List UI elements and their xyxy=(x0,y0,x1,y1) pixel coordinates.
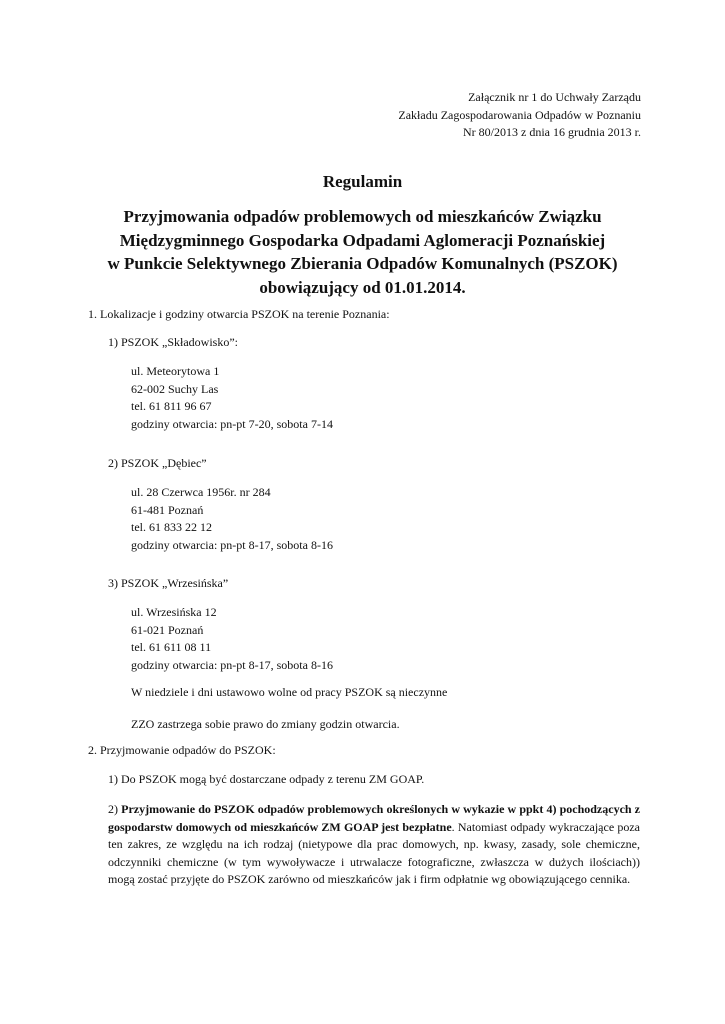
attachment-header xyxy=(398,89,641,142)
location-3-address xyxy=(131,604,333,674)
location-1-phone: tel. 61 811 96 67 xyxy=(131,399,212,413)
section-1-heading: 1. Lokalizacje i godziny otwarcia PSZOK na terenie Poznania: xyxy=(88,307,390,321)
location-3-hours: godziny otwarcia: pn-pt 8-17, sobota 8-16 xyxy=(131,657,333,672)
location-2-hours: godziny otwarcia: pn-pt 8-17, sobota 8-16 xyxy=(131,537,333,552)
header-line-2: Zakładu Zagospodarowania Odpadów w Poznaniu xyxy=(398,107,641,122)
location-1-city: 62-002 Suchy Las xyxy=(131,381,219,396)
note-hours-change: ZZO zastrzega sobie prawo do zmiany godzin otwarcia. xyxy=(131,717,400,731)
item-2-text: . Natomiast odpady wykraczające poza ten zakres, ze względu na ich rodzaj (nietypowe dla prac domowych, np. kwasy, zasady, sole chemiczne, odczynniki chemiczne (w tym wywoływacze i utrwalacze fotograficzne, zwłaszcza w dużych ilościach)) mogą zostać przyjęte do PSZOK zarówno od mieszkańców jak i firm odpłatnie wg obowiązującego cennika. xyxy=(108,819,640,887)
location-2-street: ul. 28 Czerwca 1956r. nr 284 xyxy=(131,485,271,499)
location-3-heading: 3) PSZOK „Wrzesińska” xyxy=(108,576,229,590)
section-2-item-1: 1) Do PSZOK mogą być dostarczane odpady z terenu ZM GOAP. xyxy=(108,772,425,786)
section-2-heading: 2. Przyjmowanie odpadów do PSZOK: xyxy=(88,743,276,757)
location-3-street: ul. Wrzesińska 12 xyxy=(131,605,217,619)
location-2-phone: tel. 61 833 22 12 xyxy=(131,520,212,534)
document-subtitle xyxy=(0,205,725,299)
subtitle-line-1: Przyjmowania odpadów problemowych od mieszkańców Związku xyxy=(123,207,602,226)
location-3-phone: tel. 61 611 08 11 xyxy=(131,640,212,654)
section-2-item-2 xyxy=(108,801,640,889)
subtitle-line-4: obowiązujący od 01.01.2014. xyxy=(259,277,466,297)
location-2-address xyxy=(131,484,333,554)
location-2-city: 61-481 Poznań xyxy=(131,502,204,517)
location-1-street: ul. Meteorytowa 1 xyxy=(131,364,220,378)
location-3-city: 61-021 Poznań xyxy=(131,622,204,637)
document-title: Regulamin xyxy=(322,172,403,191)
header-line-3: Nr 80/2013 z dnia 16 grudnia 2013 r. xyxy=(463,125,641,139)
location-1-address xyxy=(131,363,333,433)
item-2-number: 2) xyxy=(108,802,118,816)
subtitle-line-2: Międzygminnego Gospodarka Odpadami Aglomeracji Poznańskiej xyxy=(119,230,606,250)
subtitle-line-3: w Punkcie Selektywnego Zbierania Odpadów Komunalnych (PSZOK) xyxy=(107,254,618,273)
location-2-heading: 2) PSZOK „Dębiec” xyxy=(108,456,207,470)
item-2-bold-text: Przyjmowanie do PSZOK odpadów problemowych określonych w wykazie w ppkt 4) pochodzących z gospodarstw domowych od mieszkańców ZM GOAP jest bezpłatne xyxy=(108,802,640,834)
header-line-1: Załącznik nr 1 do Uchwały Zarządu xyxy=(468,90,641,104)
note-closed-days: W niedziele i dni ustawowo wolne od pracy PSZOK są nieczynne xyxy=(131,685,448,699)
location-1-hours: godziny otwarcia: pn-pt 7-20, sobota 7-14 xyxy=(131,416,333,431)
location-1-heading: 1) PSZOK „Składowisko”: xyxy=(108,335,238,349)
